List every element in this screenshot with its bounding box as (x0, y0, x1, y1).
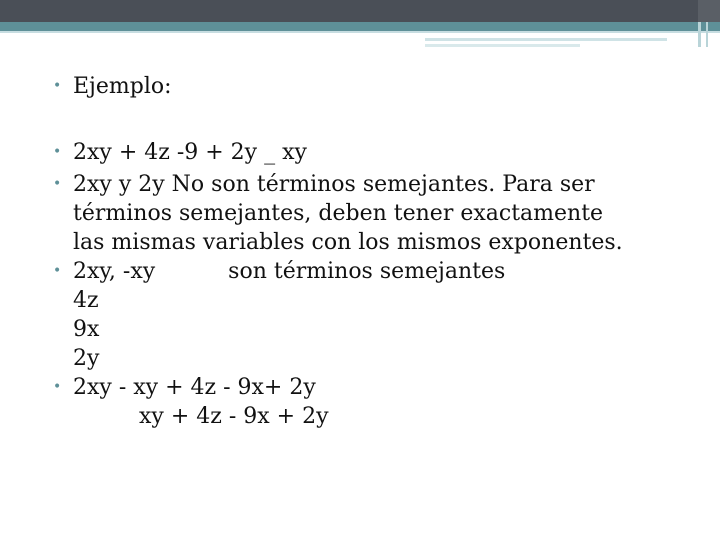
expression-text: 2xy + 4z -9 + 2y _ xy (73, 140, 307, 165)
term-2y: 2y (73, 346, 100, 371)
bullet-item-expression (53, 138, 673, 167)
bullet-item-rewritten (53, 373, 673, 402)
rewritten-expression: 2xy - xy + 4z - 9x+ 2y (73, 375, 316, 400)
bullet-icon: • (53, 176, 62, 192)
header-dark-bar (0, 0, 698, 22)
header-accent-line-1 (425, 38, 667, 41)
header-dark-corner (698, 0, 720, 22)
header-accent-vertical-1 (698, 22, 701, 47)
bullet-item-heading (53, 72, 673, 101)
term-4z: 4z (73, 288, 99, 313)
header-accent-vertical-2 (706, 22, 708, 47)
definition-line-2: términos semejantes, deben tener exactamente (73, 201, 604, 226)
header-accent-line-2 (425, 44, 580, 47)
simplified-expression: xy + 4z - 9x + 2y (139, 404, 329, 429)
bullet-icon: • (53, 144, 62, 160)
bullet-icon: • (53, 379, 62, 395)
slide-heading: Ejemplo: (73, 74, 172, 99)
header-teal-bar (0, 22, 720, 31)
bullet-item-like-terms (53, 257, 673, 286)
definition-line-3: las mismas variables con los mismos exponentes. (73, 230, 623, 255)
bullet-icon: • (53, 78, 62, 94)
bullet-item-definition (53, 170, 673, 257)
definition-line-1: 2xy y 2y No son términos semejantes. Para ser (73, 172, 595, 197)
header-light-line (0, 31, 720, 33)
slide-body (53, 72, 673, 431)
like-terms-pair: 2xy, -xy (73, 259, 156, 284)
bullet-icon: • (53, 263, 62, 279)
term-9x: 9x (73, 317, 100, 342)
like-terms-label: son términos semejantes (228, 259, 506, 284)
